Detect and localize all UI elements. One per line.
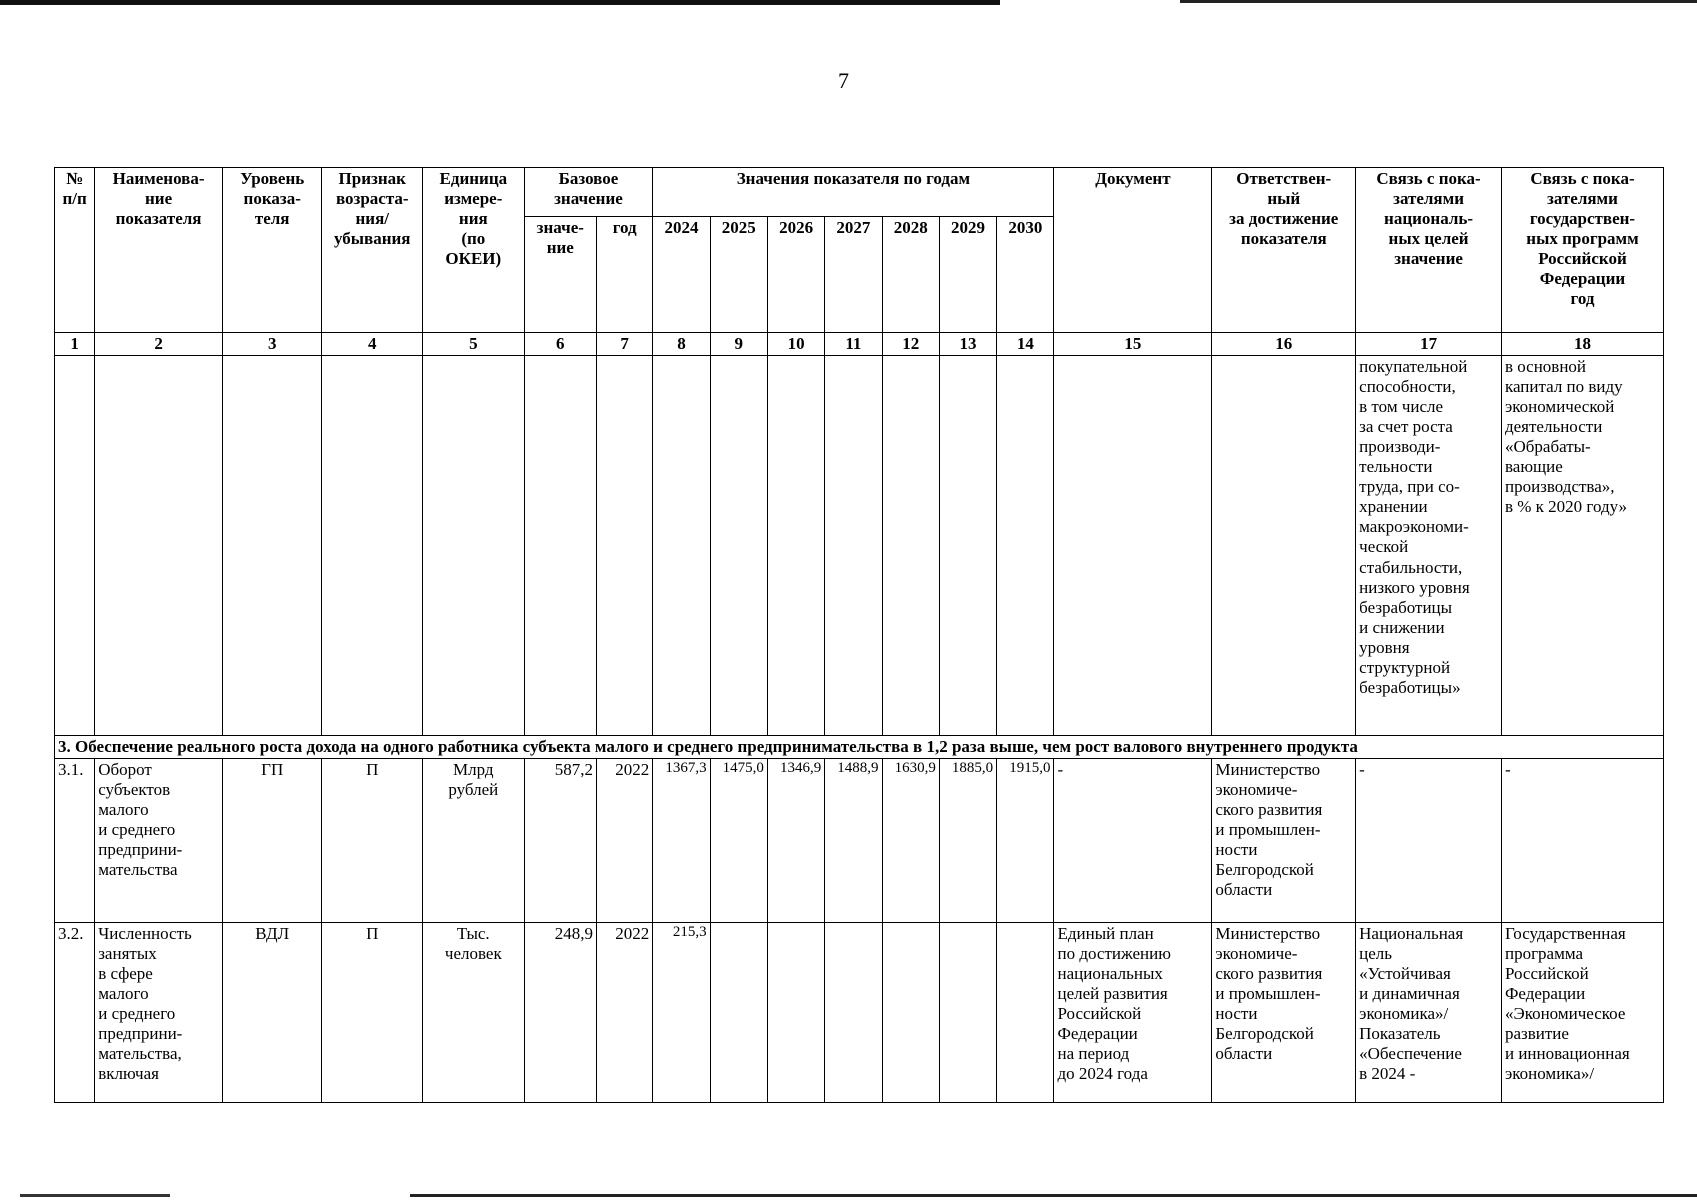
state-programs-link: Государственная программа Российской Федерации «Экономическое развитие и инновационная экономика»/ (1501, 923, 1663, 1103)
header-year-2026: 2026 (767, 217, 824, 333)
header-indicator-level: Уровень показа- теля (222, 168, 322, 333)
base-value: 248,9 (524, 923, 596, 1103)
header-responsible: Ответствен- ный за достижение показателя (1212, 168, 1356, 333)
indicator-name: Оборот субъектов малого и среднего предприни- мательства (95, 759, 223, 923)
base-year: 2022 (596, 923, 652, 1103)
indicator-level: ГП (222, 759, 322, 923)
value-2026: 1346,9 (767, 759, 824, 923)
header-growth-sign: Признак возраста- ния/ убывания (322, 168, 423, 333)
continuation-national-goals-text: покупательной способности, в том числе за счет роста производи- тельности труда, при со- хранении макроэкономи- ческой стабильности, низкого уровня безработицы и снижении уровня структурной безработицы» (1356, 356, 1502, 736)
header-unit: Единица измере- ния (по ОКЕИ) (423, 168, 525, 333)
column-number: 11 (825, 333, 882, 356)
unit: Тыс. человек (423, 923, 525, 1103)
row-number: 3.1. (55, 759, 95, 923)
row-number: 3.2. (55, 923, 95, 1103)
base-year: 2022 (596, 759, 652, 923)
header-base-value: Базовое значение (524, 168, 653, 217)
indicators-table (54, 167, 1664, 1103)
value-2025 (710, 923, 767, 1103)
bottom-border-line (410, 1194, 1697, 1197)
continuation-row (55, 356, 1664, 736)
value-2029 (939, 923, 996, 1103)
unit: Млрд рублей (423, 759, 525, 923)
value-2028 (882, 923, 939, 1103)
column-number: 5 (423, 333, 525, 356)
column-number: 17 (1356, 333, 1502, 356)
top-border-line-right (1180, 0, 1697, 3)
value-2024: 1367,3 (653, 759, 710, 923)
header-base-value-value: значе- ние (524, 217, 596, 333)
header-state-programs-link: Связь с пока- зателями государствен- ных программ Российской Федерации год (1501, 168, 1663, 333)
responsible: Министерство экономиче- ского развития и промышлен- ности Белгородской области (1212, 759, 1356, 923)
growth-sign: П (322, 759, 423, 923)
document: Единый план по достижению национальных целей развития Российской Федерации на период до 2024 года (1054, 923, 1212, 1103)
national-goals-link: Национальная цель «Устойчивая и динамичная экономика»/ Показатель «Обеспечение в 2024 - (1356, 923, 1502, 1103)
national-goals-link: - (1356, 759, 1502, 923)
indicator-name: Численность занятых в сфере малого и среднего предприни- мательства, включая (95, 923, 223, 1103)
value-2027: 1488,9 (825, 759, 882, 923)
column-number: 9 (710, 333, 767, 356)
growth-sign: П (322, 923, 423, 1103)
continuation-state-programs-text: в основной капитал по виду экономической деятельности «Обрабаты- вающие производства», в % к 2020 году» (1501, 356, 1663, 736)
document: - (1054, 759, 1212, 923)
column-number: 16 (1212, 333, 1356, 356)
table-row (55, 759, 1664, 923)
header-national-goals-link: Связь с пока- зателями националь- ных целей значение (1356, 168, 1502, 333)
value-2030 (997, 923, 1054, 1103)
header-year-2025: 2025 (710, 217, 767, 333)
header-year-2024: 2024 (653, 217, 710, 333)
header-year-2029: 2029 (939, 217, 996, 333)
column-number: 6 (524, 333, 596, 356)
column-numbers-row (55, 333, 1664, 356)
column-number: 14 (997, 333, 1054, 356)
responsible: Министерство экономиче- ского развития и промышлен- ности Белгородской области (1212, 923, 1356, 1103)
header-year-2028: 2028 (882, 217, 939, 333)
column-number: 2 (95, 333, 223, 356)
value-2030: 1915,0 (997, 759, 1054, 923)
value-2029: 1885,0 (939, 759, 996, 923)
value-2026 (767, 923, 824, 1103)
header-document: Документ (1054, 168, 1212, 333)
value-2025: 1475,0 (710, 759, 767, 923)
header-values-by-year: Значения показателя по годам (653, 168, 1054, 217)
section-3-header (55, 736, 1664, 759)
column-number: 7 (596, 333, 652, 356)
column-number: 12 (882, 333, 939, 356)
indicator-level: ВДЛ (222, 923, 322, 1103)
column-number: 3 (222, 333, 322, 356)
top-border-line (0, 0, 1000, 5)
header-number: № п/п (55, 168, 95, 333)
column-number: 10 (767, 333, 824, 356)
column-number: 8 (653, 333, 710, 356)
value-2027 (825, 923, 882, 1103)
header-indicator-name: Наименова- ние показателя (95, 168, 223, 333)
value-2028: 1630,9 (882, 759, 939, 923)
bottom-border-line-left (20, 1194, 170, 1197)
column-number: 4 (322, 333, 423, 356)
header-base-value-year: год (596, 217, 652, 333)
value-2024: 215,3 (653, 923, 710, 1103)
state-programs-link: - (1501, 759, 1663, 923)
column-number: 15 (1054, 333, 1212, 356)
base-value: 587,2 (524, 759, 596, 923)
column-number: 13 (939, 333, 996, 356)
column-number: 1 (55, 333, 95, 356)
page-number: 7 (838, 68, 849, 93)
header-year-2027: 2027 (825, 217, 882, 333)
header-year-2030: 2030 (997, 217, 1054, 333)
section-3-title: 3. Обеспечение реального роста дохода на одного работника субъекта малого и среднего предпринимательства в 1,2 раза выше, чем рост валового внутреннего продукта (55, 736, 1664, 759)
table-row (55, 923, 1664, 1103)
column-number: 18 (1501, 333, 1663, 356)
